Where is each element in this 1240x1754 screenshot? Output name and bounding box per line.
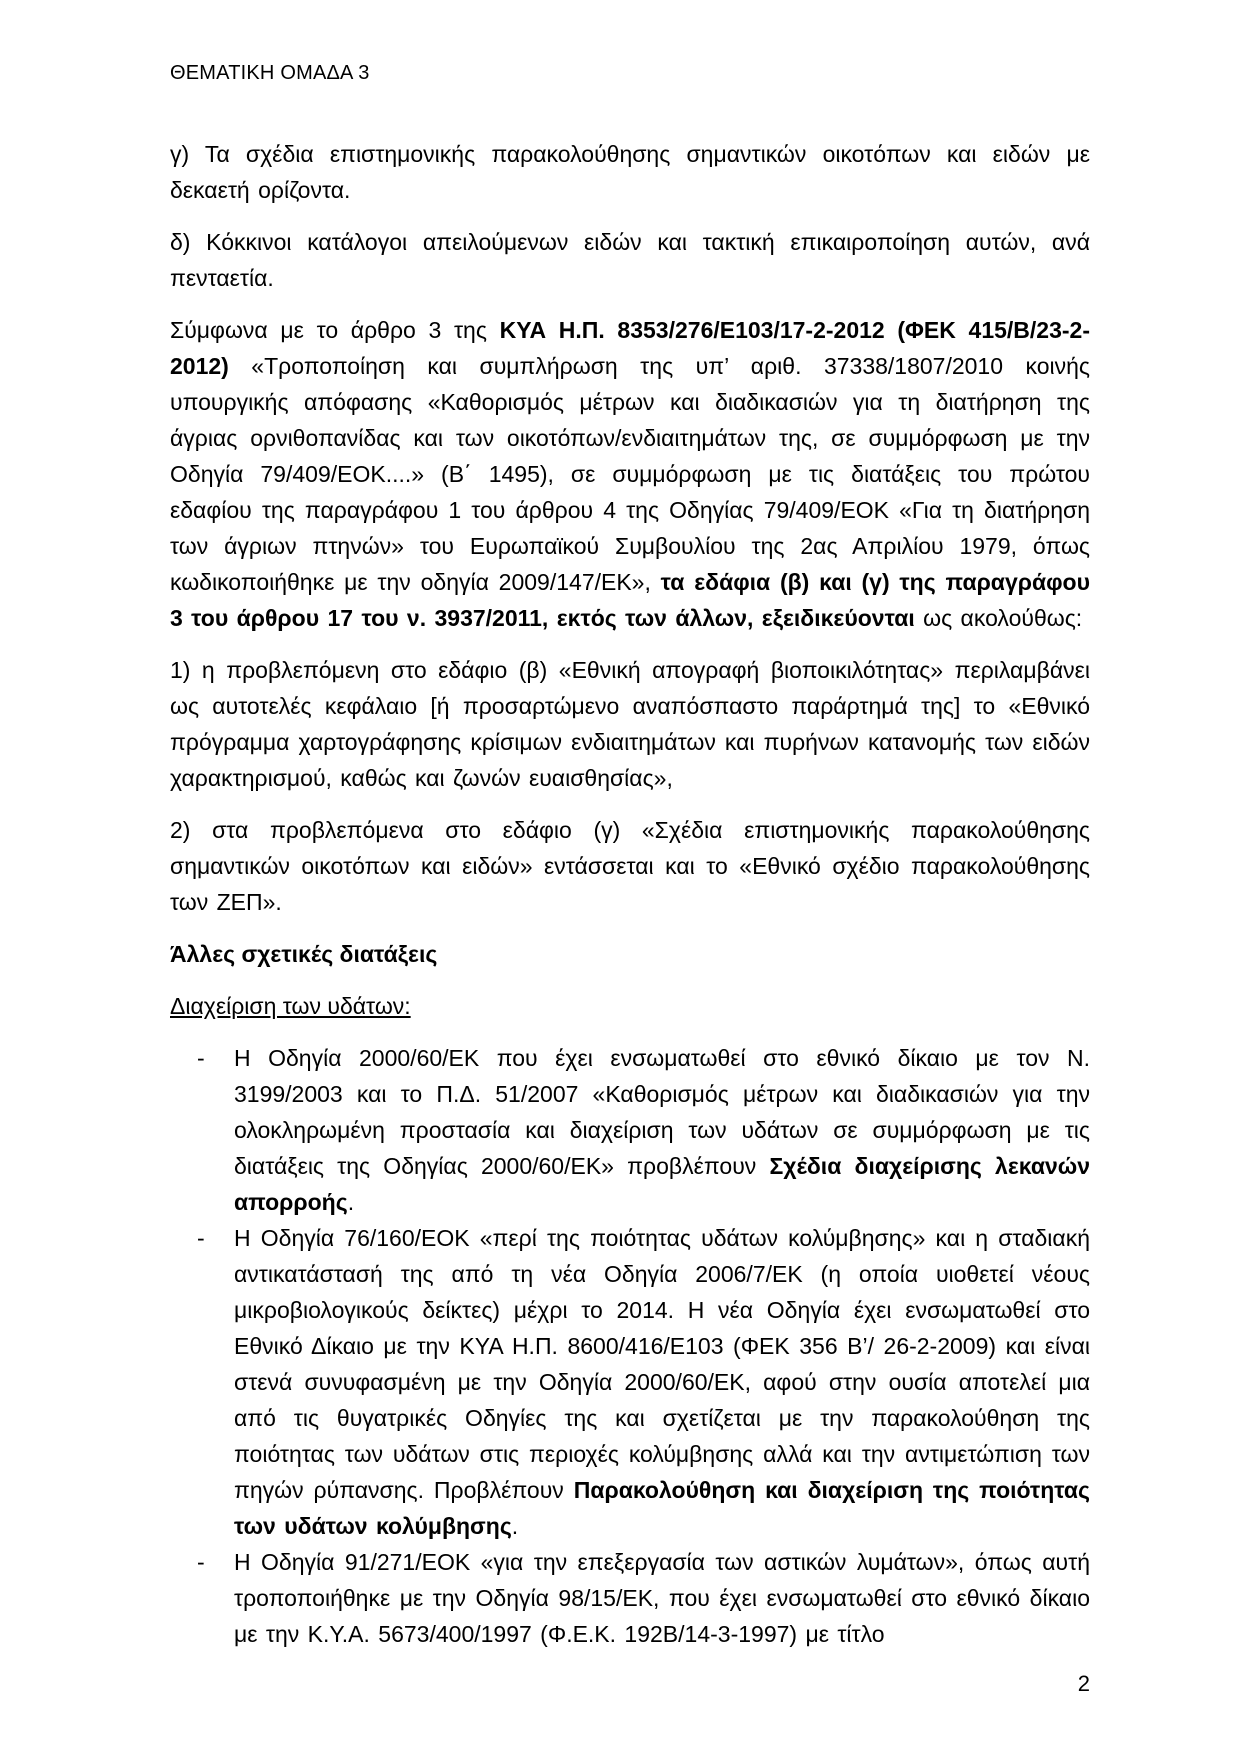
bullet-bold-monitoring: Παρακολούθηση και διαχείριση της ποιότητας των υδάτων κολύμβησης [234, 1477, 1090, 1539]
bullet-text-segment: Η Οδηγία 91/271/ΕΟΚ «για την επεξεργασία των αστικών λυμάτων», όπως αυτή τροποποιήθηκε με την Οδηγία 98/15/ΕΚ, που έχει ενσωματωθεί στο εθνικό δίκαιο με την Κ.Υ.Α. 5673/400/1997 (Φ.Ε.Κ. 192Β/14-3-1997) με τίτλο [234, 1549, 1090, 1647]
law-text-segment: Σύμφωνα με το άρθρο 3 της [170, 317, 500, 343]
bullet-text-segment: Η Οδηγία 76/160/ΕΟΚ «περί της ποιότητας υδάτων κολύμβησης» και η σταδιακή αντικατάστασή της από τη νέα Οδηγία 2006/7/ΕΚ (η οποία υιοθετεί νέους μικροβιολογικούς δείκτες) μέχρι το 2014. Η νέα Οδηγία έχει ενσωματωθεί στο Εθνικό Δίκαιο με την ΚΥΑ Η.Π. 8600/416/Ε103 (ΦΕΚ 356 Β’/ 26-2-2009) και είναι στενά συνυφασμένη με την Οδηγία 2000/60/ΕΚ, αφού στην ουσία αποτελεί μια από τις θυγατρικές Οδηγίες της και σχετίζεται με την παρακολούθηση της ποιότητας των υδάτων στις περιοχές κολύμβησης αλλά και την αντιμετώπιση των πηγών ρύπανσης. Προβλέπουν [234, 1225, 1090, 1503]
paragraph-item-d: δ) Κόκκινοι κατάλογοι απειλούμενων ειδών και τακτική επικαιροποίηση αυτών, ανά πενταετία. [170, 229, 1090, 291]
bullet-text-segment: Η Οδηγία 2000/60/ΕΚ που έχει ενσωματωθεί στο εθνικό δίκαιο με τον Ν. 3199/2003 και το Π.Δ. 51/2007 «Καθορισμός μέτρων και διαδικασιών για την ολοκληρωμένη προστασία και διαχείριση των υδάτων σε συμμόρφωση με τις διατάξεις της Οδηγίας 2000/60/ΕΚ» προβλέπουν [234, 1045, 1090, 1179]
section-heading-other-provisions: Άλλες σχετικές διατάξεις [170, 941, 438, 967]
list-item-directive-76-160 [170, 1220, 1090, 1544]
bullet-text [234, 1220, 1090, 1544]
bullet-bold-plans: Σχέδια διαχείρισης λεκανών απορροής [234, 1153, 1090, 1215]
bullet-text-segment: . [511, 1513, 519, 1539]
directives-bullet-list [170, 1040, 1090, 1652]
subsection-heading-water-management: Διαχείριση των υδάτων: [170, 993, 411, 1019]
bullet-text [234, 1544, 1090, 1652]
paragraph-law-reference [170, 312, 1090, 636]
law-text-segment: «Τροποποίηση και συμπλήρωση της υπ’ αριθ. 37338/1807/2010 κοινής υπουργικής απόφασης «Καθορισμός μέτρων και διαδικασιών για τη διατήρηση της άγριας ορνιθοπανίδας και των οικοτόπων/ενδιαιτημάτων της, σε συμμόρφωση με την Οδηγία 79/409/ΕΟΚ....» (Β΄ 1495), σε συμμόρφωση με τις διατάξεις του πρώτου εδαφίου της παραγράφου 1 του άρθρου 4 της Οδηγίας 79/409/ΕΟΚ «Για τη διατήρηση των άγριων πτηνών» του Ευρωπαϊκού Συμβουλίου της 2ας Απριλίου 1979, όπως κωδικοποιήθηκε με την οδηγία 2009/147/ΕΚ», [170, 353, 1090, 595]
bullet-dash-marker: - [197, 1045, 205, 1071]
paragraph-item-c: γ) Τα σχέδια επιστημονικής παρακολούθησης σημαντικών οικοτόπων και ειδών με δεκαετή ορίζοντα. [170, 141, 1090, 203]
law-bold-kya-reference: ΚΥΑ Η.Π. 8353/276/Ε103/17-2-2012 (ΦΕΚ 415/Β/23-2-2012) [170, 317, 1090, 379]
bullet-dash-marker: - [197, 1549, 205, 1575]
paragraph-point-2: 2) στα προβλεπόμενα στο εδάφιο (γ) «Σχέδια επιστημονικής παρακολούθησης σημαντικών οικοτόπων και ειδών» εντάσσεται και το «Εθνικό σχέδιο παρακολούθησης των ΖΕΠ». [170, 817, 1090, 915]
bullet-dash-marker: - [197, 1225, 205, 1251]
page-number: 2 [1077, 1671, 1090, 1696]
bullet-text-segment: . [347, 1189, 355, 1215]
list-item-directive-91-271 [170, 1544, 1090, 1652]
law-bold-article-reference: τα εδάφια (β) και (γ) της παραγράφου 3 του άρθρου 17 του ν. 3937/2011, εκτός των άλλων, εξειδικεύονται [170, 569, 1090, 631]
page-header: ΘΕΜΑΤΙΚΗ ΟΜΑΔΑ 3 [170, 62, 370, 84]
law-text-segment: ως ακολούθως: [914, 605, 1083, 631]
paragraph-point-1: 1) η προβλεπόμενη στο εδάφιο (β) «Εθνική απογραφή βιοποικιλότητας» περιλαμβάνει ως αυτοτελές κεφάλαιο [ή προσαρτώμενο αναπόσπαστο παράρτημά της] το «Εθνικό πρόγραμμα χαρτογράφησης κρίσιμων ενδιαιτημάτων και πυρήνων κατανομής των ειδών χαρακτηρισμού, καθώς και ζωνών ευαισθησίας», [170, 657, 1090, 791]
bullet-text [234, 1040, 1090, 1220]
list-item-directive-2000-60 [170, 1040, 1090, 1220]
